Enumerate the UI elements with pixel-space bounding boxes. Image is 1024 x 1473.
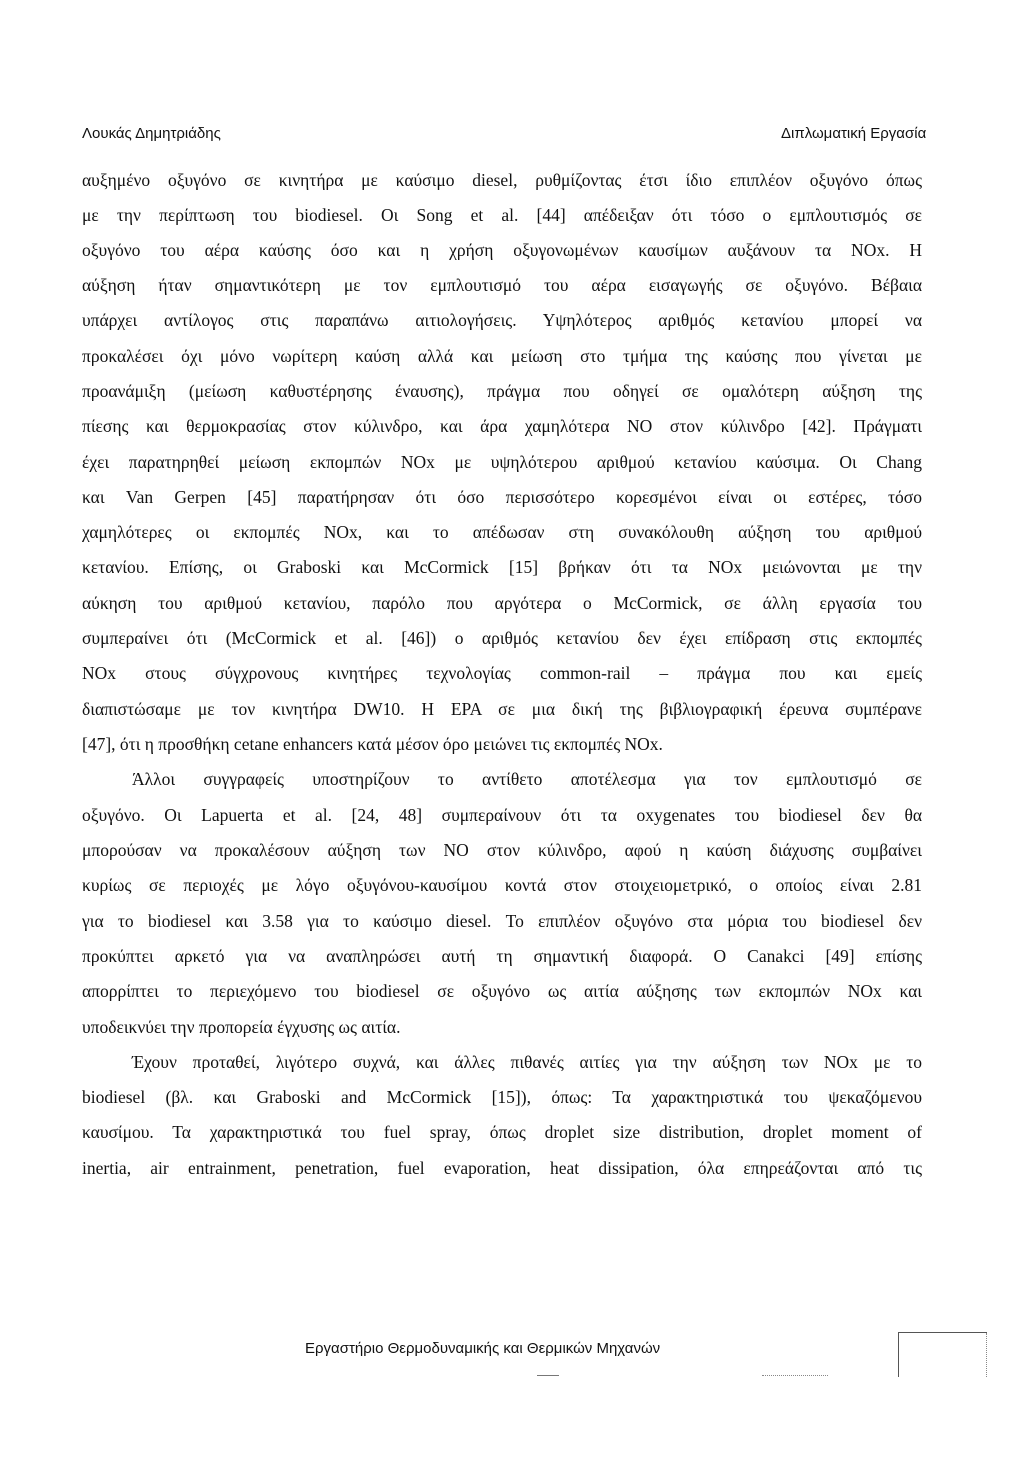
text-line: κυρίως σε περιοχές με λόγο οξυγόνου-καυσίμου κοντά στον στοιχειομετρικό, ο οποίος είναι 2.81 (82, 875, 922, 895)
footer-frame (898, 1332, 987, 1377)
text-line: biodiesel (βλ. και Graboski and McCormick [15]), όπως: Τα χαρακτηριστικά του ψεκαζόμενου (82, 1087, 922, 1107)
text-line: κετανίου. Επίσης, οι Graboski και McCormick [15] βρήκαν ότι τα NOx μειώνονται με την (82, 557, 922, 577)
text-line: καυσίμου. Τα χαρακτηριστικά του fuel spray, όπως droplet size distribution, droplet moment of (82, 1122, 922, 1142)
text-line: inertia, air entrainment, penetration, fuel evaporation, heat dissipation, όλα επηρεάζονται από τις (82, 1158, 922, 1178)
text-line: οξυγόνο του αέρα καύσης όσο και η χρήση οξυγονωμένων καυσίμων αυξάνουν τα NOx. Η (82, 240, 922, 260)
text-line: και Van Gerpen [45] παρατήρησαν ότι όσο περισσότερο κορεσμένοι είναι οι εστέρες, τόσο (82, 487, 922, 507)
text-line: NOx στους σύγχρονους κινητήρες τεχνολογίας common-rail – πράγμα που και εμείς (82, 663, 922, 683)
text-line: χαμηλότερες οι εκπομπές NOx, και το απέδωσαν στη συνακόλουθη αύξηση του αριθμού (82, 522, 922, 542)
footer-lab-name: Εργαστήριο Θερμοδυναμικής και Θερμικών Μηχανών (305, 1340, 661, 1357)
footer-divider (537, 1375, 559, 1376)
text-line: αύξηση ήταν σημαντικότερη με τον εμπλουτισμό του αέρα εισαγωγής σε οξυγόνο. Βέβαια (82, 275, 922, 295)
text-line: [47], ότι η προσθήκη cetane enhancers κατά μέσον όρο μειώνει τις εκπομπές NOx. (82, 734, 663, 754)
text-line: έχει παρατηρηθεί μείωση εκπομπών NOx με υψηλότερου αριθμού κετανίου καύσιμα. Οι Chang (82, 452, 922, 472)
text-line: προκαλέσει όχι μόνο νωρίτερη καύση αλλά και μείωση στο τμήμα της καύσης που γίνεται με (82, 346, 922, 366)
text-line: προανάμιξη (μείωση καθυστέρησης έναυσης), πράγμα που οδηγεί σε ομαλότερη αύξηση της (82, 381, 922, 401)
text-line: αύκηση του αριθμού κετανίου, παρόλο που αργότερα ο McCormick, σε άλλη εργασία του (82, 593, 922, 613)
footer-divider (762, 1375, 828, 1376)
text-line: υποδεικνύει την προπορεία έγχυσης ως αιτία. (82, 1017, 401, 1037)
text-line: Άλλοι συγγραφείς υποστηρίζουν το αντίθετο αποτέλεσμα για τον εμπλουτισμό σε (132, 769, 922, 789)
text-line: προκύπτει αρκετό για να αναπληρώσει αυτή τη σημαντική διαφορά. Ο Canakci [49] επίσης (82, 946, 922, 966)
text-line: αυξημένο οξυγόνο σε κινητήρα με καύσιμο diesel, ρυθμίζοντας έτσι ίδιο επιπλέον οξυγόνο όπως (82, 170, 922, 190)
text-line: απορρίπτει το περιεχόμενο του biodiesel σε οξυγόνο ως αιτία αύξησης των εκπομπών NOx και (82, 981, 922, 1001)
text-line: διαπιστώσαμε με τον κινητήρα DW10. Η EPA σε μια δική της βιβλιογραφική έρευνα συμπέρανε (82, 699, 922, 719)
text-line: μπορούσαν να προκαλέσουν αύξηση των NO στον κύλινδρο, αφού η καύση διάχυσης συμβαίνει (82, 840, 922, 860)
header-left: Λουκάς Δημητριάδης (82, 125, 221, 142)
text-line: με την περίπτωση του biodiesel. Οι Song et al. [44] απέδειξαν ότι τόσο ο εμπλουτισμός σε (82, 205, 922, 225)
text-line: Έχουν προταθεί, λιγότερο συχνά, και άλλες πιθανές αιτίες για την αύξηση των NOx με το (132, 1052, 922, 1072)
text-line: συμπεραίνει ότι (McCormick et al. [46]) ο αριθμός κετανίου δεν έχει επίδραση στις εκπομπές (82, 628, 922, 648)
text-line: πίεσης και θερμοκρασίας στον κύλινδρο, και άρα χαμηλότερα NO στον κύλινδρο [42]. Πράγματι (82, 416, 922, 436)
text-line: οξυγόνο. Οι Lapuerta et al. [24, 48] συμπεραίνουν ότι τα oxygenates του biodiesel δεν θα (82, 805, 922, 825)
header-right: Διπλωματική Εργασία (781, 125, 927, 142)
text-line: για το biodiesel και 3.58 για το καύσιμο diesel. Το επιπλέον οξυγόνο στα μόρια του biodiesel δεν (82, 911, 922, 931)
text-line: υπάρχει αντίλογος στις παραπάνω αιτιολογήσεις. Υψηλότερος αριθμός κετανίου μπορεί να (82, 310, 922, 330)
